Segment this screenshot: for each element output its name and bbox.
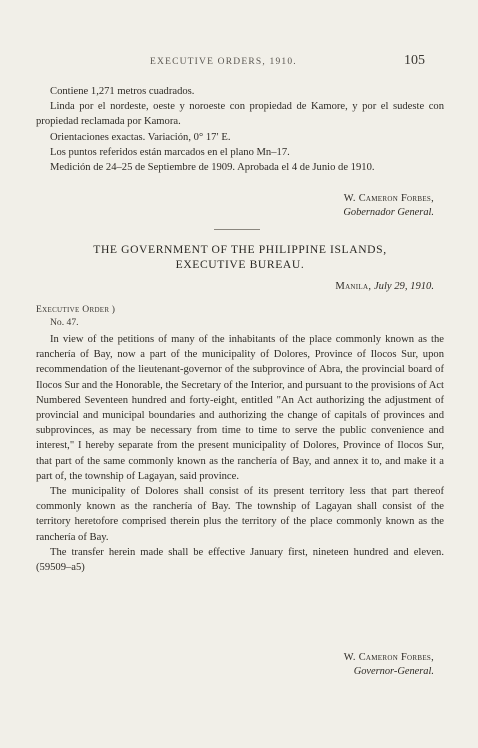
running-title: EXECUTIVE ORDERS, 1910. [150,57,297,67]
spanish-line-orientation: Orientaciones exactas. Variación, 0° 17′ E. [50,131,231,143]
order-body [36,332,444,575]
section-divider [214,229,260,230]
signature-title: Governor-General. [353,666,434,677]
signature-name: W. Cameron Forbes, [343,652,434,663]
dateline-place: Manila, [335,281,372,292]
spanish-line-area: Contiene 1,271 metros cuadrados. [50,86,195,97]
spanish-section [36,84,444,175]
order-paragraph-2: The municipality of Dolores shall consist of its present territory less that part thereof commonly known as the ranchería of Bay. The township of Lagayan shall consist of the territory heretofore comprised therein plus the territory of the place commonly known as the ranchería of Bay. [36,486,444,543]
spanish-signature [343,192,434,220]
signature-name: W. Cameron Forbes, [343,193,434,204]
dateline [335,281,434,292]
running-header [0,53,478,73]
order-brace: ) [111,304,115,315]
spanish-line-survey: Medición de 24–25 de Septiembre de 1909. Aprobada el 4 de Junio de 1910. [50,162,375,174]
heading-government: THE GOVERNMENT OF THE PHILIPPINE ISLANDS, [93,243,387,256]
signature-title: Gobernador General. [343,207,434,218]
page-number: 105 [404,53,425,68]
order-signature [344,651,434,679]
dateline-date: July 29, 1910. [373,281,434,292]
order-paragraph-1: In view of the petitions of many of the inhabitants of the place commonly known as the ranchería of Bay, now a part of the municipality of Dolores, Province of Ilocos Sur, upon recommendation of the lieutenant-governor of the subprovince of Abra, the provincial board of Ilocos Sur and the Honorable, the Secretary of the Interior, and pursuant to the provisions of Act Numbered Seventeen hundred and forty-eight, entitled "An Act authorizing the adjustment of provincial and municipal boundaries and authorizing the change of capitals of provinces and subprovinces, as may be necessary from time to time to serve the public convenience and interest," I hereby separate from the present municipality of Dolores, Province of Ilocos Sur, that part of the same commonly known as the ranchería of Bay, and annex it to, and make it a part of, the township of Lagayan, said province. [36,334,444,482]
order-number: No. 47. [50,317,79,328]
order-label-text: Executive Order [36,304,110,315]
spanish-line-boundaries: Linda por el nordeste, oeste y noroeste con propiedad de Kamore, y por el sudeste con propiedad reclamada por Kamora. [36,101,444,128]
order-paragraph-3: The transfer herein made shall be effective January first, nineteen hundred and eleven. (59509–a5) [36,546,444,574]
order-label [36,303,115,329]
order-heading [36,242,444,272]
spanish-line-plan: Los puntos referidos están marcados en el plano Mn–17. [50,146,290,158]
heading-bureau: EXECUTIVE BUREAU. [175,258,305,271]
